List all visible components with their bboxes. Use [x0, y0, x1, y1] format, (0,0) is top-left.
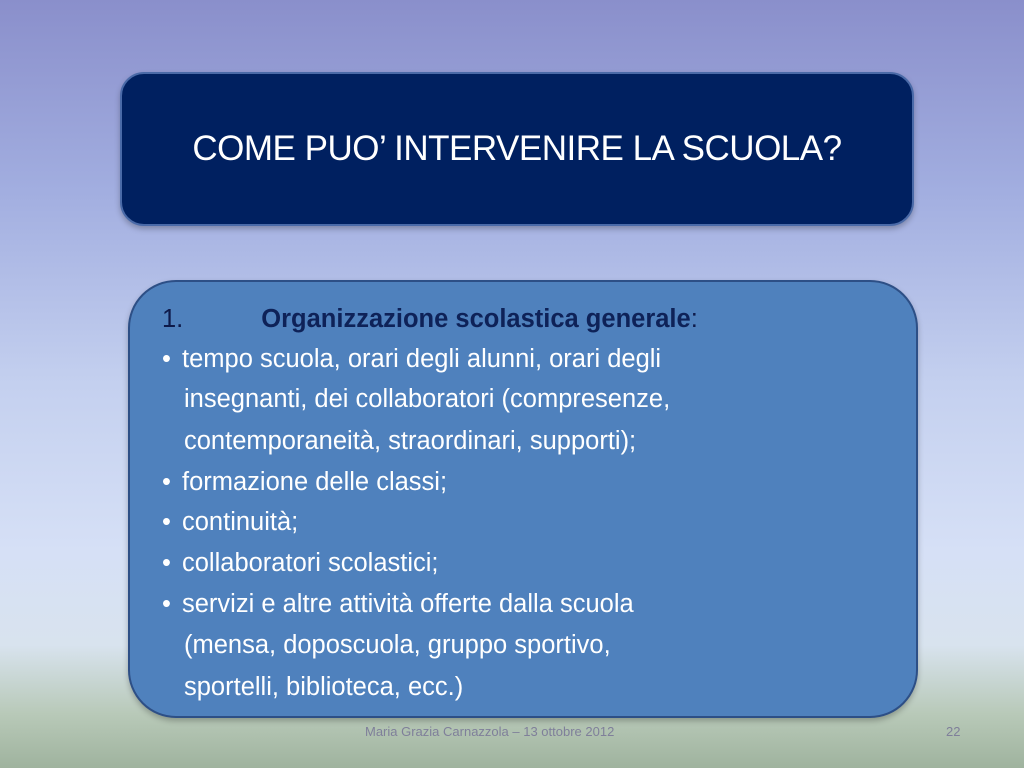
bullet-text: formazione delle classi; — [182, 468, 448, 496]
list-item — [162, 548, 439, 578]
heading-colon: : — [690, 305, 698, 333]
bullet-text: servizi e altre attività offerte dalla scuola — [182, 590, 634, 618]
list-item-continuation: sportelli, biblioteca, ecc.) — [184, 673, 464, 701]
bullet-icon: • — [162, 345, 171, 373]
footer-author-date: Maria Grazia Carnazzola – 13 ottobre 2012 — [365, 724, 615, 739]
list-item — [162, 467, 447, 497]
content-box — [128, 280, 918, 718]
list-item — [162, 344, 661, 374]
heading-text: Organizzazione scolastica generale — [261, 305, 691, 333]
bullet-icon: • — [162, 549, 171, 577]
page-number: 22 — [946, 724, 961, 739]
bullet-text: tempo scuola, orari degli alunni, orari degli — [182, 345, 662, 373]
bullet-icon: • — [162, 468, 171, 496]
slide-title-box — [120, 72, 914, 226]
list-item-continuation: contemporaneità, straordinari, supporti); — [184, 427, 637, 455]
list-item — [162, 589, 634, 619]
list-item-continuation: (mensa, doposcuola, gruppo sportivo, — [184, 631, 611, 659]
list-item — [162, 507, 298, 537]
list-item-continuation: insegnanti, dei collaboratori (compresenze, — [184, 385, 671, 413]
slide-title: COME PUO’ INTERVENIRE LA SCUOLA? — [192, 129, 842, 168]
heading-number: 1. — [162, 305, 184, 333]
bullet-text: collaboratori scolastici; — [182, 549, 439, 577]
section-heading — [162, 304, 698, 334]
bullet-icon: • — [162, 508, 171, 536]
bullet-icon: • — [162, 590, 171, 618]
bullet-text: continuità; — [182, 508, 299, 536]
